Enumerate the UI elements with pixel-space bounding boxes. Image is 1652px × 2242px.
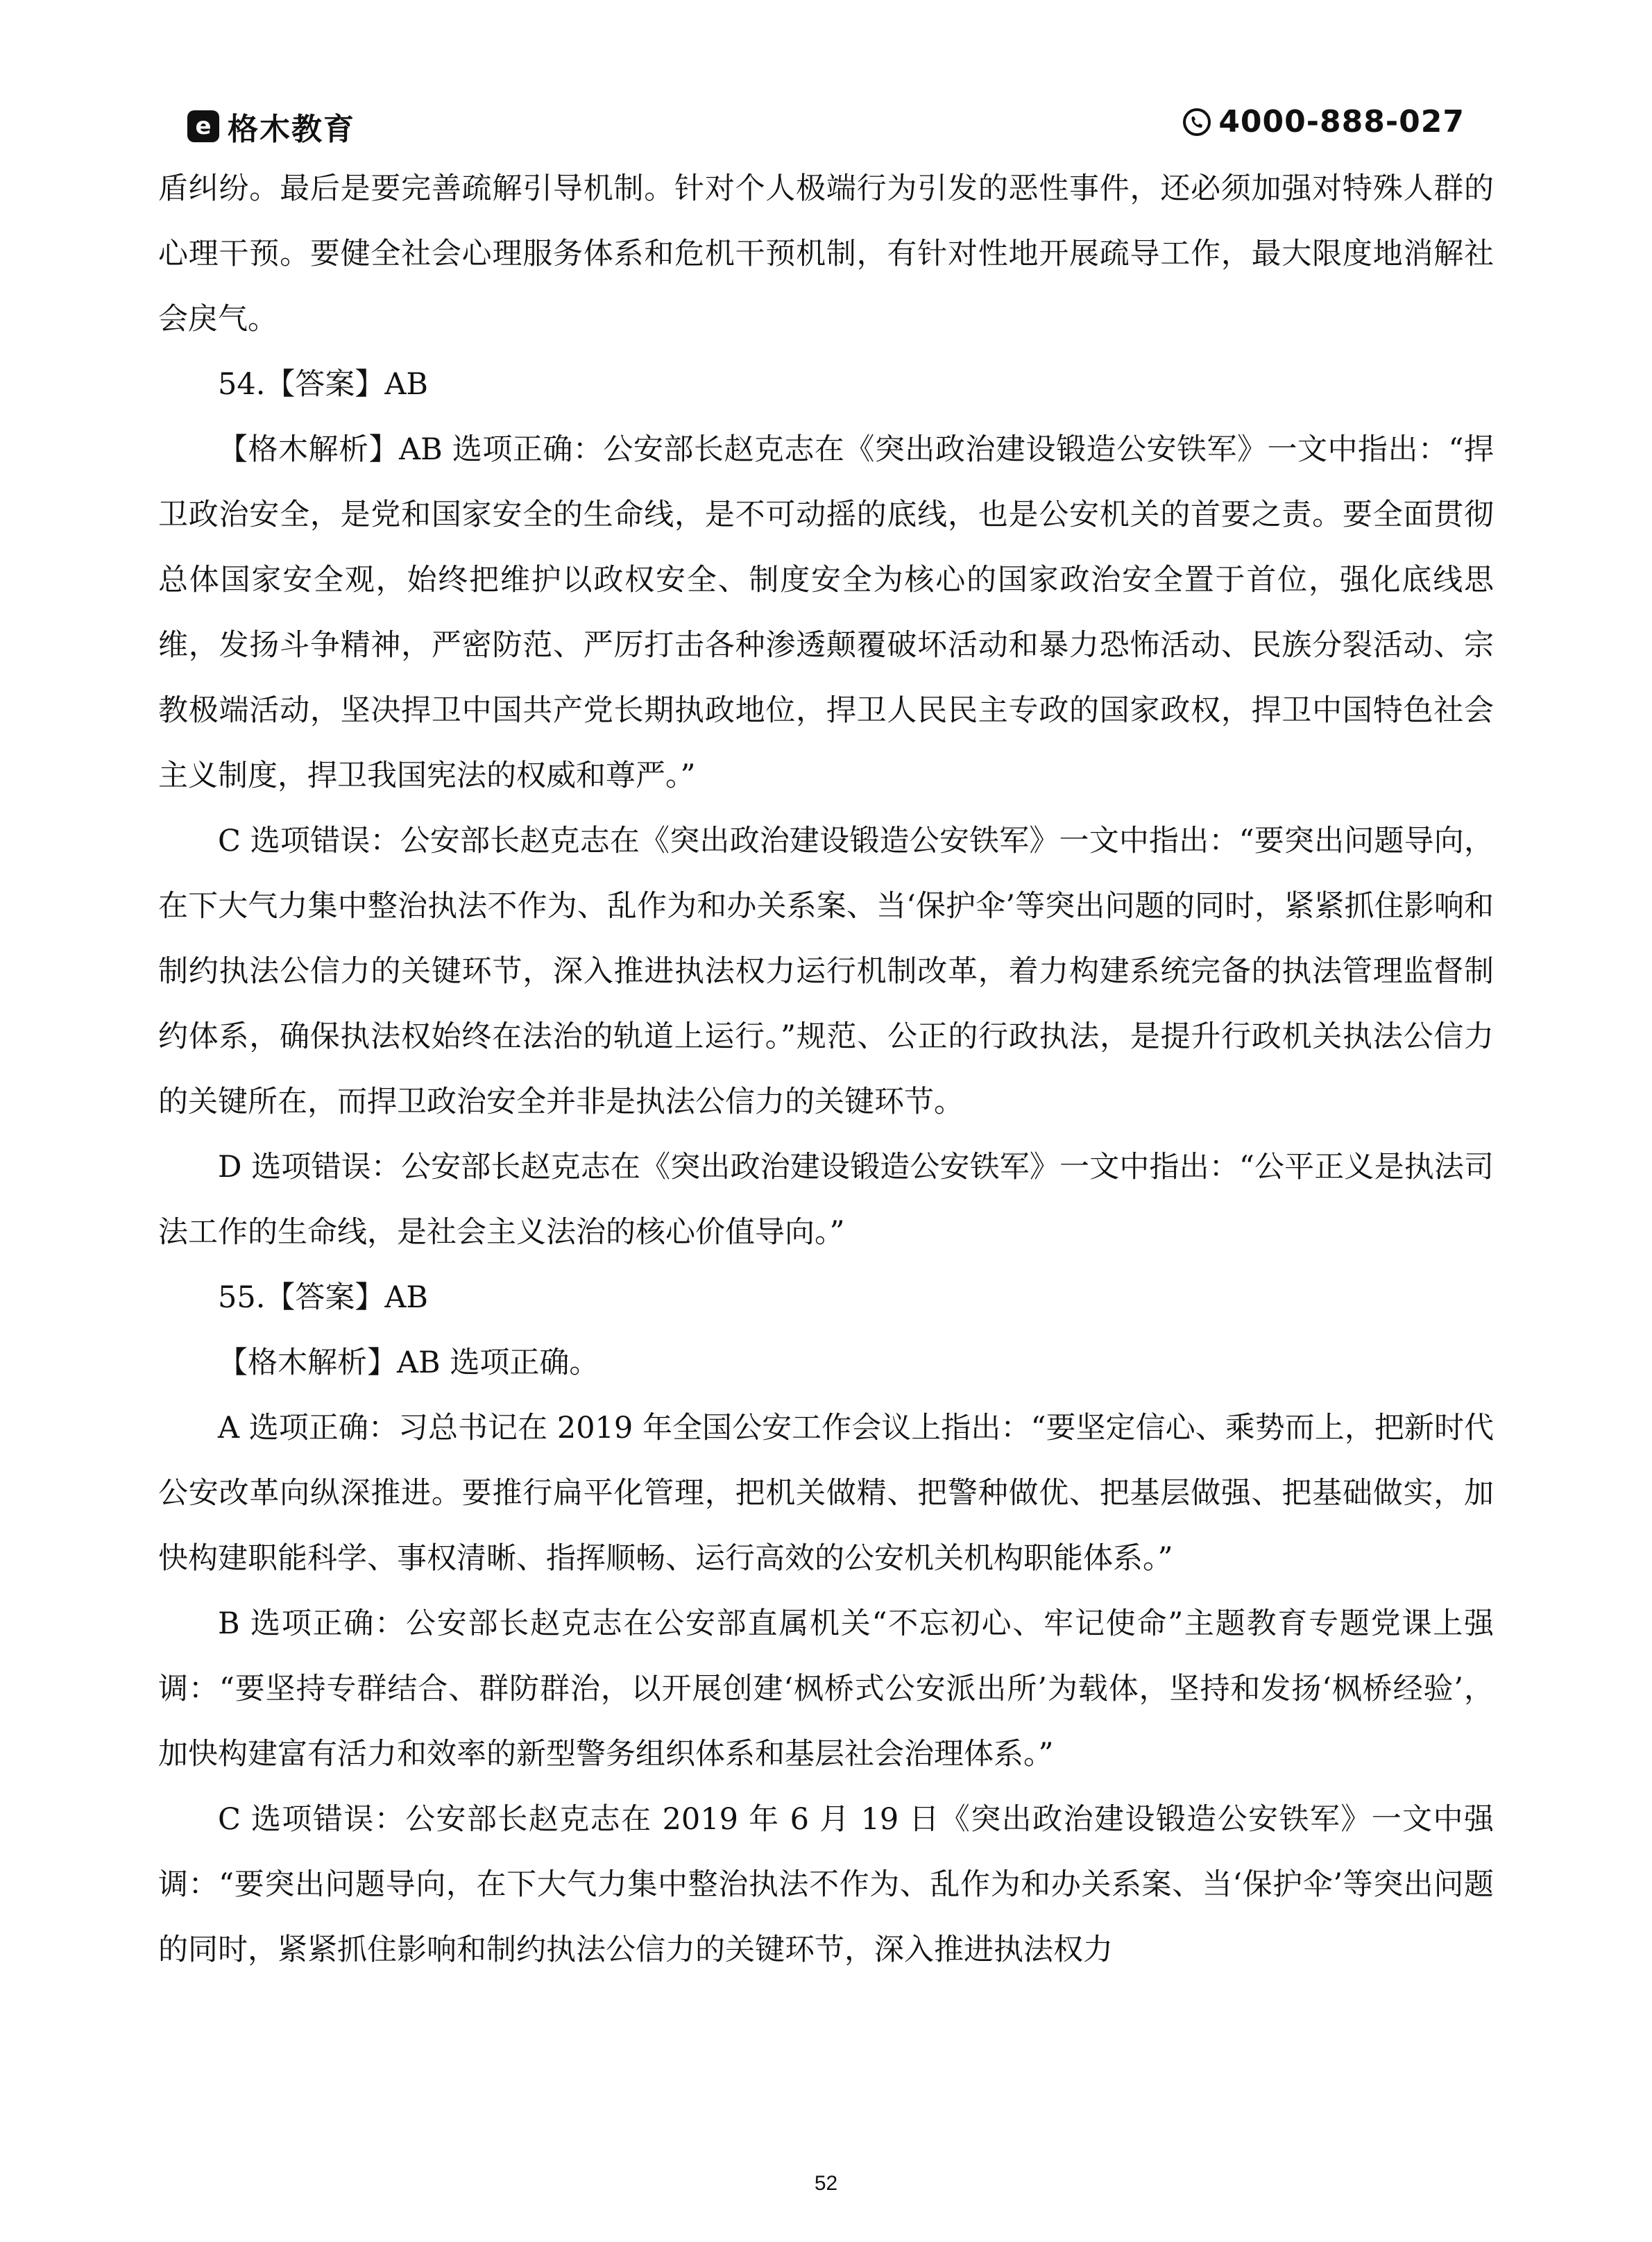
answer-55: 55.【答案】AB [218, 1280, 429, 1315]
brand-logo-icon: e [187, 110, 219, 142]
page-header [187, 104, 1465, 153]
brand-name: 格木教育 [228, 112, 355, 147]
phone-number: 4000-888-027 [1218, 104, 1465, 139]
analysis-54-c: C 选项错误：公安部长赵克志在《突出政治建设锻造公安铁军》一文中指出：“要突出问题导向，在下大气力集中整治执法不作为、乱作为和办关系案、当‘保护伞’等突出问题的同时，紧紧抓住影响和制约执法公信力的关键环节，深入推进执法权力运行机制改革，着力构建系统完备的执法管理监督制约体系，确保执法权始终在法治的轨道上运行。”规范、公正的行政执法，是提升行政机关执法公信力的关键所在，而捍卫政治安全并非是执法公信力的关键环节。 [158, 824, 1494, 1119]
analysis-54-d: D 选项错误：公安部长赵克志在《突出政治建设锻造公安铁军》一文中指出：“公平正义是执法司法工作的生命线，是社会主义法治的核心价值导向。” [158, 1150, 1494, 1250]
analysis-55-b: B 选项正确：公安部长赵克志在公安部直属机关“不忘初心、牢记使命”主题教育专题党课上强调：“要坚持专群结合、群防群治，以开展创建‘枫桥式公安派出所’为载体，坚持和发扬‘枫桥经验’，加快构建富有活力和效率的新型警务组织体系和基层社会治理体系。” [158, 1606, 1494, 1772]
analysis-54-ab: 【格木解析】AB 选项正确：公安部长赵克志在《突出政治建设锻造公安铁军》一文中指出：“捍卫政治安全，是党和国家安全的生命线，是不可动摇的底线，也是公安机关的首要之责。要全面贯彻总体国家安全观，始终把维护以政权安全、制度安全为核心的国家政治安全置于首位，强化底线思维，发扬斗争精神，严密防范、严厉打击各种渗透颠覆破坏活动和暴力恐怖活动、民族分裂活动、宗教极端活动，坚决捍卫中国共产党长期执政地位，捍卫人民民主专政的国家政权，捍卫中国特色社会主义制度，捍卫我国宪法的权威和尊严。” [158, 432, 1494, 793]
page-number: 52 [814, 2172, 838, 2195]
analysis-55-a: A 选项正确：习总书记在 2019 年全国公安工作会议上指出：“要坚定信心、乘势而上，把新时代公安改革向纵深推进。要推行扁平化管理，把机关做精、把警种做优、把基层做强、把基础做实，加快构建职能科学、事权清晰、指挥顺畅、运行高效的公安机关机构职能体系。” [158, 1411, 1494, 1576]
answer-54: 54.【答案】AB [218, 367, 429, 402]
document-body [158, 156, 1494, 1982]
paragraph-continuation: 盾纠纷。最后是要完善疏解引导机制。针对个人极端行为引发的恶性事件，还必须加强对特殊人群的心理干预。要健全社会心理服务体系和危机干预机制，有针对性地开展疏导工作，最大限度地消解社会戾气。 [158, 171, 1494, 337]
analysis-55-c: C 选项错误：公安部长赵克志在 2019 年 6 月 19 日《突出政治建设锻造公安铁军》一文中强调：“要突出问题导向，在下大气力集中整治执法不作为、乱作为和办关系案、当‘保护伞’等突出问题的同时，紧紧抓住影响和制约执法公信力的关键环节，深入推进执法权力 [158, 1802, 1494, 1967]
phone-icon [1182, 108, 1211, 137]
phone-contact [1182, 104, 1465, 139]
analysis-55-intro: 【格木解析】AB 选项正确。 [218, 1345, 599, 1380]
brand [187, 104, 355, 148]
